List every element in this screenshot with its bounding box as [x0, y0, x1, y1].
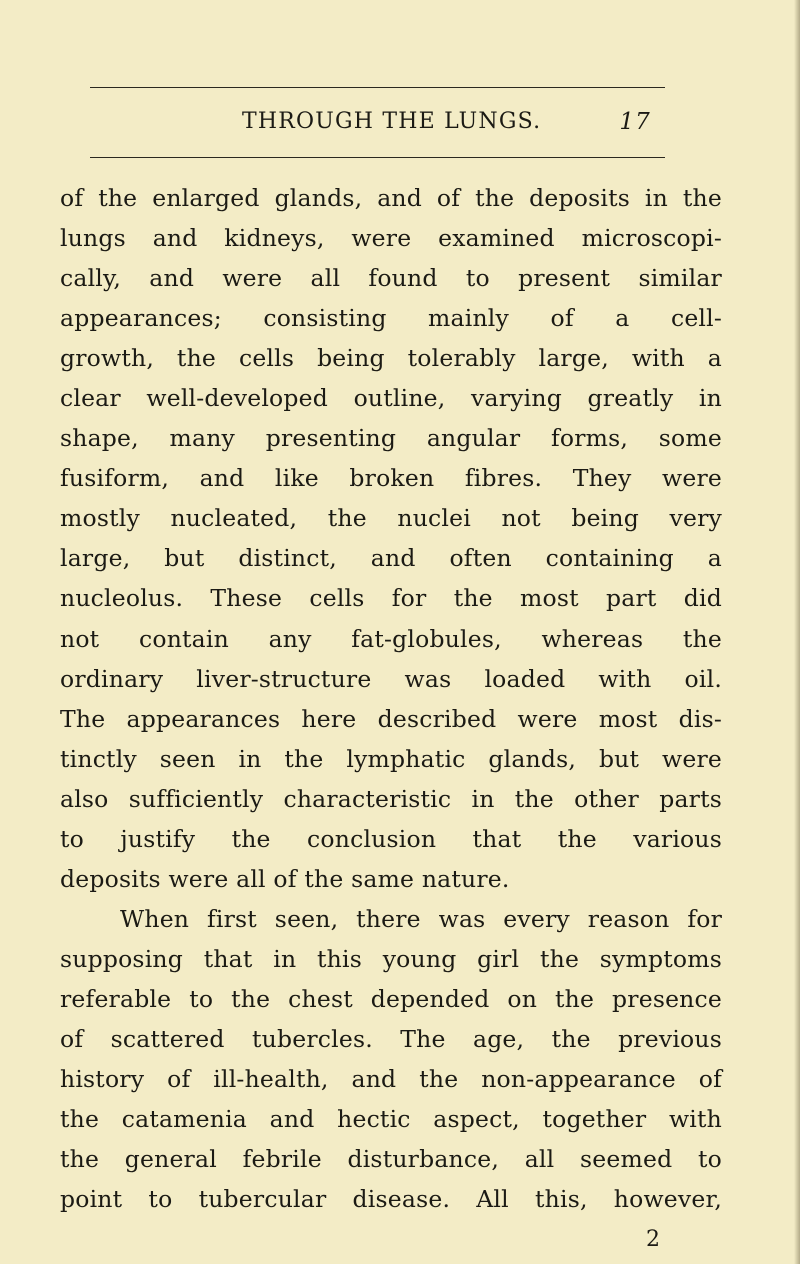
- page-header: [90, 109, 665, 145]
- text-line: history of ill-health, and the non-appearance of: [60, 1065, 722, 1094]
- page-number: 17: [619, 109, 651, 135]
- text-line: cally, and were all found to present similar: [60, 264, 722, 293]
- text-line: nucleolus. These cells for the most part did: [60, 584, 722, 613]
- text-line: mostly nucleated, the nuclei not being very: [60, 504, 722, 533]
- text-line: appearances; consisting mainly of a cell-: [60, 304, 722, 333]
- text-line: clear well-developed outline, varying greatly in: [60, 384, 722, 413]
- text-line: to justify the conclusion that the various: [60, 824, 722, 853]
- text-line: ordinary liver-structure was loaded with oil.: [60, 664, 722, 693]
- text-line: lungs and kidneys, were examined microscopi-: [60, 224, 722, 253]
- text-line: of scattered tubercles. The age, the previous: [60, 1024, 722, 1053]
- header-bottom-rule: [90, 157, 665, 158]
- text-line: fusiform, and like broken fibres. They were: [60, 464, 722, 493]
- text-line: of the enlarged glands, and of the deposits in the: [60, 184, 722, 212]
- text-line: the general febrile disturbance, all seemed to: [60, 1145, 722, 1174]
- paragraph-last-line: deposits were all of the same nature.: [60, 864, 510, 893]
- signature-mark: 2: [646, 1227, 660, 1252]
- header-top-rule: [90, 87, 665, 88]
- text-line: shape, many presenting angular forms, some: [60, 424, 722, 453]
- page-edge-shadow: [794, 0, 800, 1264]
- text-line: referable to the chest depended on the presence: [60, 984, 722, 1013]
- text-line: not contain any fat-globules, whereas the: [60, 624, 722, 653]
- text-line: large, but distinct, and often containing a: [60, 544, 722, 573]
- text-line: point to tubercular disease. All this, however,: [60, 1185, 722, 1214]
- text-line: The appearances here described were most dis-: [60, 704, 722, 733]
- paragraph-first-line: When first seen, there was every reason for: [120, 904, 722, 933]
- text-line: supposing that in this young girl the symptoms: [60, 944, 722, 973]
- text-line: growth, the cells being tolerably large, with a: [60, 344, 722, 373]
- running-title: THROUGH THE LUNGS.: [242, 109, 542, 134]
- text-line: tinctly seen in the lymphatic glands, but were: [60, 744, 722, 773]
- text-line: also sufficiently characteristic in the other parts: [60, 784, 722, 813]
- body-text: [60, 178, 722, 1219]
- text-line: the catamenia and hectic aspect, together with: [60, 1105, 722, 1134]
